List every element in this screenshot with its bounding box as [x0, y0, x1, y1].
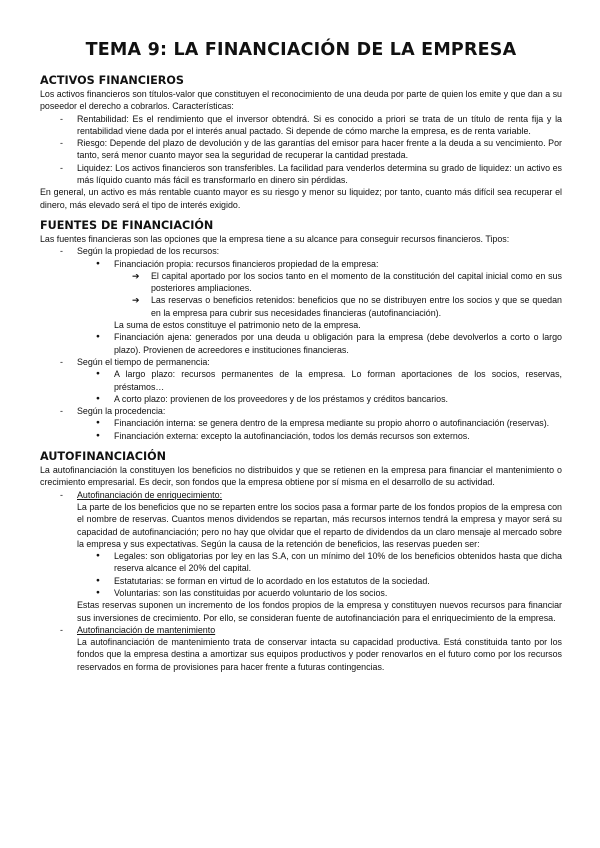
- list-item-rentabilidad: - Rentabilidad: Es el rendimiento que el inversor obtendrá. Si es conocido a priori se trata de un título de renta fija y la rentabilidad viene dada por el interés anual pactado. Si depende de cómo marche la empresa, es de renta variable.: [40, 113, 562, 138]
- heading-autofinanciacion: AUTOFINANCIACIÓN: [40, 450, 167, 464]
- document-title: TEMA 9: LA FINANCIACIÓN DE LA EMPRESA: [85, 40, 517, 60]
- list-item-financiacion-ajena: ● Financiación ajena: generados por una deuda u obligación para la empresa (debe devolverlos a corto o largo plazo). Provienen de acreedores e instituciones financieras.: [77, 331, 562, 356]
- enriquecimiento-label: Autofinanciación de enriquecimiento:: [77, 489, 223, 500]
- reservas-list: [77, 550, 562, 599]
- list-item-tiempo: [40, 356, 562, 405]
- list-item-voluntarias: ● Voluntarias: son las constituidas por acuerdo voluntario de los socios.: [77, 587, 562, 599]
- mantenimiento-text: La autofinanciación de mantenimiento trata de conservar intacta su capacidad productiva. Está constituida tanto por los fondos que la empresa destina a amortizar sus equipos productivos y poder renovarlos en el futuro como por los recursos reservados en forma de provisiones para hacer frente a futuras contingencias.: [77, 637, 562, 672]
- section-fuentes-financiacion: [40, 219, 562, 442]
- heading-activos-financieros: ACTIVOS FINANCIEROS: [40, 74, 184, 87]
- list-item-corto-plazo: ● A corto plazo: provienen de los proveedores y de los préstamos y créditos bancarios.: [77, 393, 562, 405]
- tiempo-label: Según el tiempo de permanencia:: [77, 356, 210, 367]
- document-page: [40, 40, 562, 681]
- list-item-liquidez: - Liquidez: Los activos financieros son transferibles. La facilidad para venderlos determina su grado de liquidez: un activo es más líquido cuanto más fácil es transformarlo en dinero sin pérdidas.: [40, 162, 562, 187]
- propia-arrow-list: [114, 270, 562, 319]
- list-item-financiacion-propia: [77, 258, 562, 332]
- list-item-financiacion-externa: ● Financiación externa: excepto la autofinanciación, todos los demás recursos son externos.: [77, 430, 562, 442]
- propiedad-label: Según la propiedad de los recursos:: [77, 246, 220, 257]
- activos-characteristics-list: [40, 113, 562, 187]
- propiedad-sublist: [77, 258, 562, 356]
- list-item-enriquecimiento: [40, 489, 562, 624]
- mantenimiento-label: Autofinanciación de mantenimiento: [77, 624, 216, 635]
- section-activos-financieros: [40, 74, 562, 211]
- fuentes-types-list: [40, 245, 562, 442]
- procedencia-sublist: [77, 417, 562, 442]
- list-item-estatutarias: ● Estatutarias: se forman en virtud de lo acordado en los estatutos de la sociedad.: [77, 575, 562, 587]
- activos-intro: Los activos financieros son títulos-valor que constituyen el reconocimiento de una deuda por parte de quien los emite y que dan a su poseedor el derecho a cobrarlos. Características:: [40, 89, 562, 112]
- arrow-item-capital: ➔ El capital aportado por los socios tanto en el momento de la constitución del capital inicial como en sus posteriores ampliaciones.: [114, 270, 562, 295]
- section-autofinanciacion: [40, 450, 562, 673]
- list-item-mantenimiento: [40, 624, 562, 673]
- list-item-financiacion-interna: ● Financiación interna: se genera dentro de la empresa mediante su propio ahorro o autofinanciación (reservas).: [77, 417, 562, 429]
- patrimonio-neto-note: La suma de estos constituye el patrimonio neto de la empresa.: [114, 320, 361, 331]
- list-item-legales: ● Legales: son obligatorias por ley en las S.A, con un mínimo del 10% de los beneficios obtenidos hasta que dicha reserva alcance el 20% del capital.: [77, 550, 562, 575]
- autofinanciacion-types-list: [40, 489, 562, 673]
- list-item-procedencia: [40, 405, 562, 442]
- fuentes-intro: Las fuentes financieras son las opciones que la empresa tiene a su alcance para conseguir recursos financieros. Tipos:: [40, 233, 510, 244]
- tiempo-sublist: [77, 368, 562, 405]
- heading-fuentes-financiacion: FUENTES DE FINANCIACIÓN: [40, 218, 214, 232]
- arrow-item-reservas: ➔ Las reservas o beneficios retenidos: beneficios que no se distribuyen entre los socios y que se quedan en la empresa para cubrir sus necesidades financieras (autofinanciación).: [114, 294, 562, 319]
- enriquecimiento-closing: Estas reservas suponen un incremento de los fondos propios de la empresa y constituyen nuevos recursos para financiar sus inversiones de crecimiento. Por ello, se consideran fuente de autofinanciación para el enriquecimiento de la empresa.: [77, 600, 562, 623]
- financiacion-propia-text: Financiación propia: recursos financieros propiedad de la empresa:: [114, 258, 379, 269]
- list-item-propiedad: [40, 245, 562, 356]
- list-item-riesgo: - Riesgo: Depende del plazo de devolución y de las garantías del emisor para hacer frente a la deuda a su vencimiento. Por tanto, será menor cuanto mayor sea la seguridad de recuperar la cantidad prestada.: [40, 137, 562, 162]
- activos-closing: En general, un activo es más rentable cuanto mayor es su riesgo y menor su liquidez; por tanto, cuanto más difícil sea recuperar el dinero, más elevado será el tipo de interés exigido.: [40, 187, 562, 210]
- procedencia-label: Según la procedencia:: [77, 406, 166, 417]
- autofinanciacion-intro: La autofinanciación la constituyen los beneficios no distribuidos y que se retienen en la empresa para financiar el mantenimiento o crecimiento empresarial. Es decir, son fondos que la empresa obtiene por sí misma en el desarrollo de su actividad.: [40, 465, 562, 488]
- enriquecimiento-text: La parte de los beneficios que no se reparten entre los socios pasa a formar parte de los fondos propios de la empresa con el nombre de reservas. Cuantos menos dividendos se repartan, más recursos internos tendrá la empresa y mayor será su capacidad de autofinanciación; pero no hay que olvidar que el reparto de dividendos da un claro mensaje al mercado sobre la empresa y sus expectativas. Según la causa de la retención de beneficios, las reservas pueden ser:: [77, 501, 562, 549]
- list-item-largo-plazo: ● A largo plazo: recursos permanentes de la empresa. Lo forman aportaciones de los socios, reservas, préstamos…: [77, 368, 562, 393]
